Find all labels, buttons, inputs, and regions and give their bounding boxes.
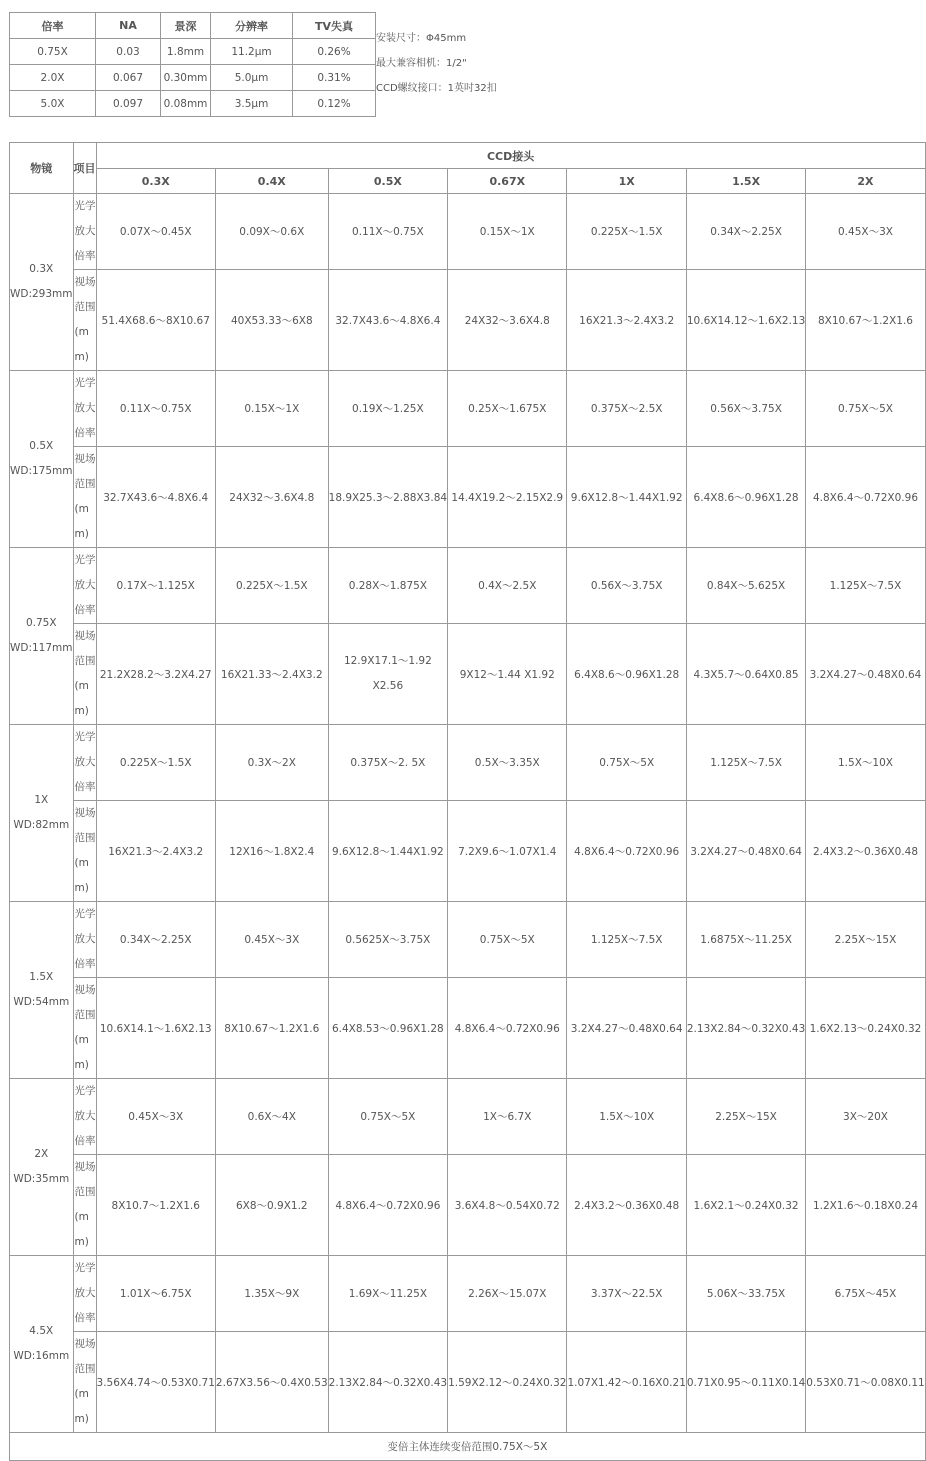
table-cell: 11.2μm [211,39,293,65]
magnification-cell: 1.125X～7.5X [567,902,686,978]
field-of-view-cell: 1.2X1.6～0.18X0.24 [806,1155,925,1256]
ccd-column-header: 0.67X [448,169,567,194]
table-cell: 5.0X [10,91,96,117]
objective-name: 0.5X [29,440,54,452]
spec-header-na: NA [96,13,161,39]
field-of-view-cell: 8X10.7～1.2X1.6 [96,1155,215,1256]
table-cell: 0.097 [96,91,161,117]
objective-mag-row [10,1256,926,1332]
objective-fov-row [10,801,926,902]
working-distance: WD:293mm [10,288,73,300]
magnification-cell: 1.6875X～11.25X [686,902,805,978]
field-of-view-cell: 40X53.33～6X8 [215,270,328,371]
magnification-cell: 0.19X～1.25X [328,371,447,447]
field-of-view-cell: 21.2X28.2～3.2X4.27 [96,624,215,725]
spec-table [9,12,376,117]
field-of-view-cell: 16X21.33～2.4X3.2 [215,624,328,725]
field-of-view-cell: 18.9X25.3～2.88X3.84 [328,447,447,548]
working-distance: WD:35mm [13,1173,70,1185]
field-of-view-cell: 3.56X4.74～0.53X0.71 [96,1332,215,1433]
magnification-cell: 0.09X～0.6X [215,194,328,270]
item-label-field-of-view: 视场范围(mm) [73,1155,96,1256]
table-cell: 0.31% [293,65,376,91]
table-row [10,65,376,91]
field-of-view-cell: 4.8X6.4～0.72X0.96 [806,447,925,548]
field-of-view-cell: 4.8X6.4～0.72X0.96 [448,978,567,1079]
magnification-cell: 0.17X～1.125X [96,548,215,624]
table-cell: 2.0X [10,65,96,91]
magnification-cell: 0.45X～3X [96,1079,215,1155]
magnification-table [9,142,926,1461]
ccd-column-header: 0.5X [328,169,447,194]
ccd-column-header: 1.5X [686,169,805,194]
field-of-view-cell: 14.4X19.2～2.15X2.9 [448,447,567,548]
objective-mag-row [10,1079,926,1155]
objective-name: 0.3X [29,263,54,275]
magnification-cell: 0.45X～3X [806,194,925,270]
objective-name: 2X [34,1148,49,1160]
ccd-column-header: 0.4X [215,169,328,194]
objective-fov-row [10,978,926,1079]
field-of-view-cell: 1.6X2.1～0.24X0.32 [686,1155,805,1256]
magnification-cell: 0.11X～0.75X [328,194,447,270]
magnification-cell: 0.75X～5X [567,725,686,801]
field-of-view-cell: 2.67X3.56～0.4X0.53 [215,1332,328,1433]
field-of-view-cell: 8X10.67～1.2X1.6 [215,978,328,1079]
field-of-view-cell: 12X16～1.8X2.4 [215,801,328,902]
field-of-view-cell: 4.8X6.4～0.72X0.96 [328,1155,447,1256]
field-of-view-cell: 4.8X6.4～0.72X0.96 [567,801,686,902]
field-of-view-cell: 1.07X1.42～0.16X0.21 [567,1332,686,1433]
magnification-cell: 2.25X～15X [806,902,925,978]
magnification-cell: 0.15X～1X [215,371,328,447]
field-of-view-cell: 10.6X14.12～1.6X2.13 [686,270,805,371]
magnification-cell: 0.225X～1.5X [96,725,215,801]
table-cell: 0.067 [96,65,161,91]
magnification-cell: 0.56X～3.75X [567,548,686,624]
field-of-view-cell: 6.4X8.6～0.96X1.28 [567,624,686,725]
magnification-cell: 0.225X～1.5X [567,194,686,270]
magnification-cell: 0.5X～3.35X [448,725,567,801]
item-label-magnification: 光学放大倍率 [73,725,96,801]
ccd-columns-row [10,169,926,194]
field-of-view-cell: 2.4X3.2～0.36X0.48 [806,801,925,902]
header-item: 项目 [73,143,96,194]
field-of-view-cell: 6X8～0.9X1.2 [215,1155,328,1256]
item-label-field-of-view: 视场范围(mm) [73,801,96,902]
table-cell: 0.30mm [161,65,211,91]
magnification-cell: 0.11X～0.75X [96,371,215,447]
field-of-view-cell: 7.2X9.6～1.07X1.4 [448,801,567,902]
objective-name: 0.75X [25,617,57,629]
magnification-cell: 1X～6.7X [448,1079,567,1155]
working-distance: WD:175mm [10,465,73,477]
objective-fov-row [10,624,926,725]
magnification-cell: 0.3X～2X [215,725,328,801]
field-of-view-cell: 8X10.67～1.2X1.6 [806,270,925,371]
magnification-cell: 0.225X～1.5X [215,548,328,624]
field-of-view-cell: 1.6X2.13～0.24X0.32 [806,978,925,1079]
main-table-body [10,194,926,1433]
magnification-cell: 3X～20X [806,1079,925,1155]
magnification-cell: 1.5X～10X [567,1079,686,1155]
field-of-view-cell: 12.9X17.1～1.92 X2.56 [328,624,447,725]
item-label-field-of-view: 视场范围(mm) [73,447,96,548]
magnification-cell: 2.25X～15X [686,1079,805,1155]
magnification-cell: 0.5625X～3.75X [328,902,447,978]
magnification-cell: 5.06X～33.75X [686,1256,805,1332]
spec-header-resolution: 分辨率 [211,13,293,39]
spec-header-row [10,13,376,39]
field-of-view-cell: 6.4X8.53～0.96X1.28 [328,978,447,1079]
table-cell: 5.0μm [211,65,293,91]
field-of-view-cell: 3.2X4.27～0.48X0.64 [567,978,686,1079]
working-distance: WD:16mm [13,1350,70,1362]
field-of-view-cell: 10.6X14.1～1.6X2.13 [96,978,215,1079]
objective-cell [10,902,74,1079]
ccd-column-header: 2X [806,169,925,194]
objective-mag-row [10,548,926,624]
table-cell: 0.26% [293,39,376,65]
objective-fov-row [10,270,926,371]
objective-cell [10,725,74,902]
item-label-magnification: 光学放大倍率 [73,902,96,978]
magnification-cell: 0.84X～5.625X [686,548,805,624]
max-camera-note: 最大兼容相机：1/2" [376,58,467,69]
magnification-cell: 0.56X～3.75X [686,371,805,447]
field-of-view-cell: 24X32～3.6X4.8 [215,447,328,548]
table-cell: 3.5μm [211,91,293,117]
ccd-column-header: 1X [567,169,686,194]
main-header-row [10,143,926,169]
objective-mag-row [10,194,926,270]
magnification-cell: 1.69X～11.25X [328,1256,447,1332]
field-of-view-cell: 0.71X0.95～0.11X0.14 [686,1332,805,1433]
item-label-field-of-view: 视场范围(mm) [73,1332,96,1433]
table-cell: 0.03 [96,39,161,65]
working-distance: WD:54mm [13,996,70,1008]
header-ccd-adapter: CCD接头 [96,143,925,169]
field-of-view-cell: 3.6X4.8～0.54X0.72 [448,1155,567,1256]
field-of-view-cell: 24X32～3.6X4.8 [448,270,567,371]
footer-row [10,1433,926,1461]
item-label-field-of-view: 视场范围(mm) [73,978,96,1079]
objective-fov-row [10,1332,926,1433]
ccd-thread-note: CCD螺纹接口：1英吋32扣 [376,83,497,94]
magnification-cell: 0.375X～2. 5X [328,725,447,801]
magnification-cell: 0.45X～3X [215,902,328,978]
spec-header-tv-distortion: TV失真 [293,13,376,39]
objective-cell [10,371,74,548]
field-of-view-cell: 51.4X68.6～8X10.67 [96,270,215,371]
magnification-cell: 3.37X～22.5X [567,1256,686,1332]
field-of-view-cell: 9X12～1.44 X1.92 [448,624,567,725]
field-of-view-cell: 3.2X4.27～0.48X0.64 [806,624,925,725]
magnification-cell: 0.34X～2.25X [686,194,805,270]
magnification-cell: 0.28X～1.875X [328,548,447,624]
magnification-cell: 2.26X～15.07X [448,1256,567,1332]
field-of-view-cell: 2.13X2.84～0.32X0.43 [686,978,805,1079]
item-label-magnification: 光学放大倍率 [73,548,96,624]
objective-name: 1.5X [29,971,54,983]
magnification-cell: 0.75X～5X [328,1079,447,1155]
item-label-field-of-view: 视场范围(mm) [73,624,96,725]
item-label-magnification: 光学放大倍率 [73,371,96,447]
objective-name: 4.5X [29,1325,54,1337]
table-cell: 0.08mm [161,91,211,117]
field-of-view-cell: 32.7X43.6～4.8X6.4 [96,447,215,548]
magnification-cell: 0.75X～5X [806,371,925,447]
header-objective: 物镜 [10,143,74,194]
objective-mag-row [10,371,926,447]
magnification-cell: 0.75X～5X [448,902,567,978]
table-cell: 1.8mm [161,39,211,65]
field-of-view-cell: 9.6X12.8～1.44X1.92 [567,447,686,548]
working-distance: WD:82mm [13,819,70,831]
field-of-view-cell: 6.4X8.6～0.96X1.28 [686,447,805,548]
item-label-field-of-view: 视场范围(mm) [73,270,96,371]
field-of-view-cell: 16X21.3～2.4X3.2 [96,801,215,902]
spec-header-depth-of-field: 景深 [161,13,211,39]
field-of-view-cell: 0.53X0.71～0.08X0.11 [806,1332,925,1433]
table-cell: 0.12% [293,91,376,117]
magnification-cell: 1.125X～7.5X [806,548,925,624]
magnification-cell: 0.15X～1X [448,194,567,270]
item-label-magnification: 光学放大倍率 [73,1256,96,1332]
item-label-magnification: 光学放大倍率 [73,1079,96,1155]
field-of-view-cell: 32.7X43.6～4.8X6.4 [328,270,447,371]
field-of-view-cell: 16X21.3～2.4X3.2 [567,270,686,371]
objective-fov-row [10,1155,926,1256]
objective-cell [10,548,74,725]
magnification-cell: 0.25X～1.675X [448,371,567,447]
zoom-range-footer: 变倍主体连续变倍范围0.75X～5X [10,1433,926,1461]
magnification-cell: 0.4X～2.5X [448,548,567,624]
ccd-column-header: 0.3X [96,169,215,194]
table-row [10,91,376,117]
field-of-view-cell: 1.59X2.12～0.24X0.32 [448,1332,567,1433]
field-of-view-cell: 2.4X3.2～0.36X0.48 [567,1155,686,1256]
field-of-view-cell: 3.2X4.27～0.48X0.64 [686,801,805,902]
field-of-view-cell: 9.6X12.8～1.44X1.92 [328,801,447,902]
magnification-cell: 1.125X～7.5X [686,725,805,801]
item-label-magnification: 光学放大倍率 [73,194,96,270]
field-of-view-cell: 4.3X5.7～0.64X0.85 [686,624,805,725]
magnification-cell: 0.375X～2.5X [567,371,686,447]
objective-mag-row [10,725,926,801]
objective-cell [10,194,74,371]
magnification-cell: 1.5X～10X [806,725,925,801]
table-row [10,39,376,65]
mount-size-note: 安装尺寸：Φ45mm [376,33,467,44]
field-of-view-cell: 2.13X2.84～0.32X0.43 [328,1332,447,1433]
working-distance: WD:117mm [10,642,73,654]
magnification-cell: 0.07X～0.45X [96,194,215,270]
magnification-cell: 0.6X～4X [215,1079,328,1155]
objective-cell [10,1256,74,1433]
magnification-cell: 0.34X～2.25X [96,902,215,978]
spec-header-magnification: 倍率 [10,13,96,39]
table-cell: 0.75X [10,39,96,65]
magnification-cell: 1.01X～6.75X [96,1256,215,1332]
magnification-cell: 6.75X～45X [806,1256,925,1332]
magnification-cell: 1.35X～9X [215,1256,328,1332]
objective-mag-row [10,902,926,978]
objective-name: 1X [34,794,49,806]
objective-fov-row [10,447,926,548]
objective-cell [10,1079,74,1256]
